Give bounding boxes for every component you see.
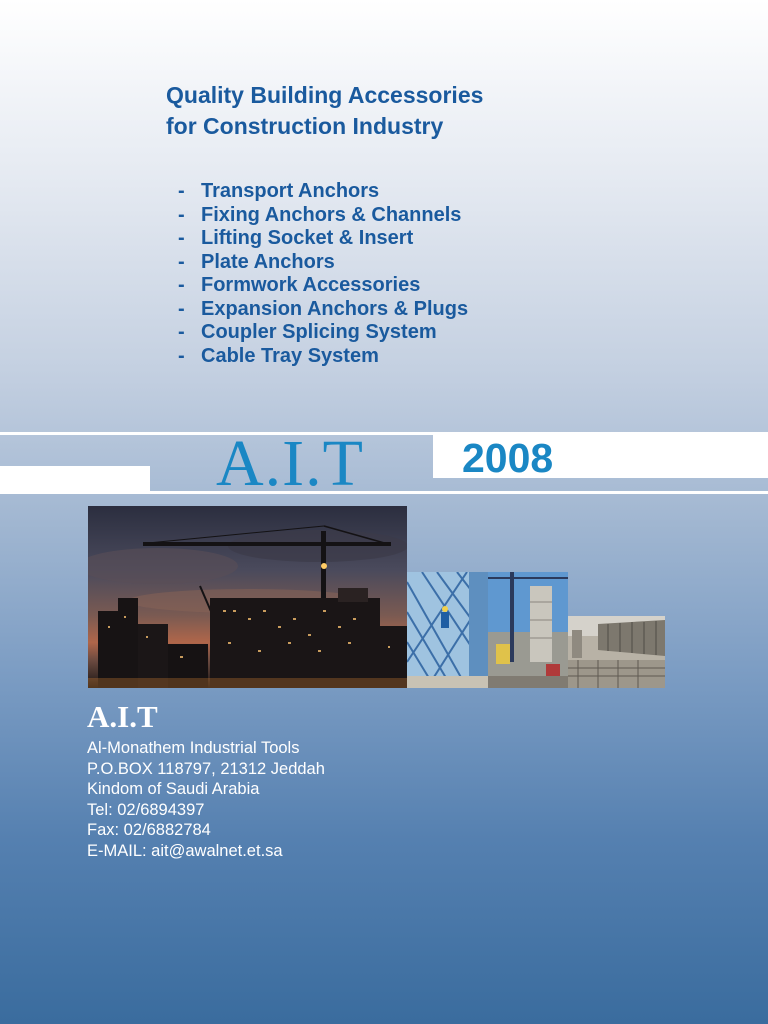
product-item: - Formwork Accessories [178,274,421,296]
product-item: - Fixing Anchors & Channels [178,203,462,226]
product-list [178,180,468,368]
company-email: E-MAIL: ait@awalnet.et.sa [87,841,283,860]
company-logo: A.I.T [87,699,158,734]
product-item: - Cable Tray System [178,344,379,367]
white-band-left [0,466,150,494]
list-dash: - [178,321,185,343]
brand-title: A.I.T [216,427,364,500]
headline [166,80,483,142]
product-item: - Expansion Anchors & Plugs [178,297,469,320]
scaffolding-worker-photo [407,572,488,688]
headline-line-1: Quality Building Accessories [166,82,484,108]
headline-line-2: for Construction Industry [166,113,444,139]
formwork-wall-photo [568,616,665,688]
list-dash: - [178,250,185,273]
company-fax: Fax: 02/6882784 [87,821,211,839]
list-dash: - [178,344,185,367]
list-dash: - [178,274,185,296]
list-dash: - [178,180,185,202]
list-dash: - [178,203,185,226]
company-pobox: P.O.BOX 118797, 21312 Jeddah [87,759,325,778]
product-item: - Transport Anchors [178,180,380,202]
list-dash: - [178,227,185,249]
company-contact-block [87,700,325,861]
skyline-crane-photo [88,506,407,688]
brand-year: 2008 [462,435,554,481]
company-name: Al-Monathem Industrial Tools [87,739,300,757]
product-item: - Coupler Splicing System [178,321,437,343]
company-tel: Tel: 02/6894397 [87,800,205,819]
company-country: Kindom of Saudi Arabia [87,780,260,798]
product-item: - Lifting Socket & Insert [178,227,414,249]
list-dash: - [178,297,185,320]
product-item: - Plate Anchors [178,250,335,273]
crane-formwork-photo [488,572,568,688]
